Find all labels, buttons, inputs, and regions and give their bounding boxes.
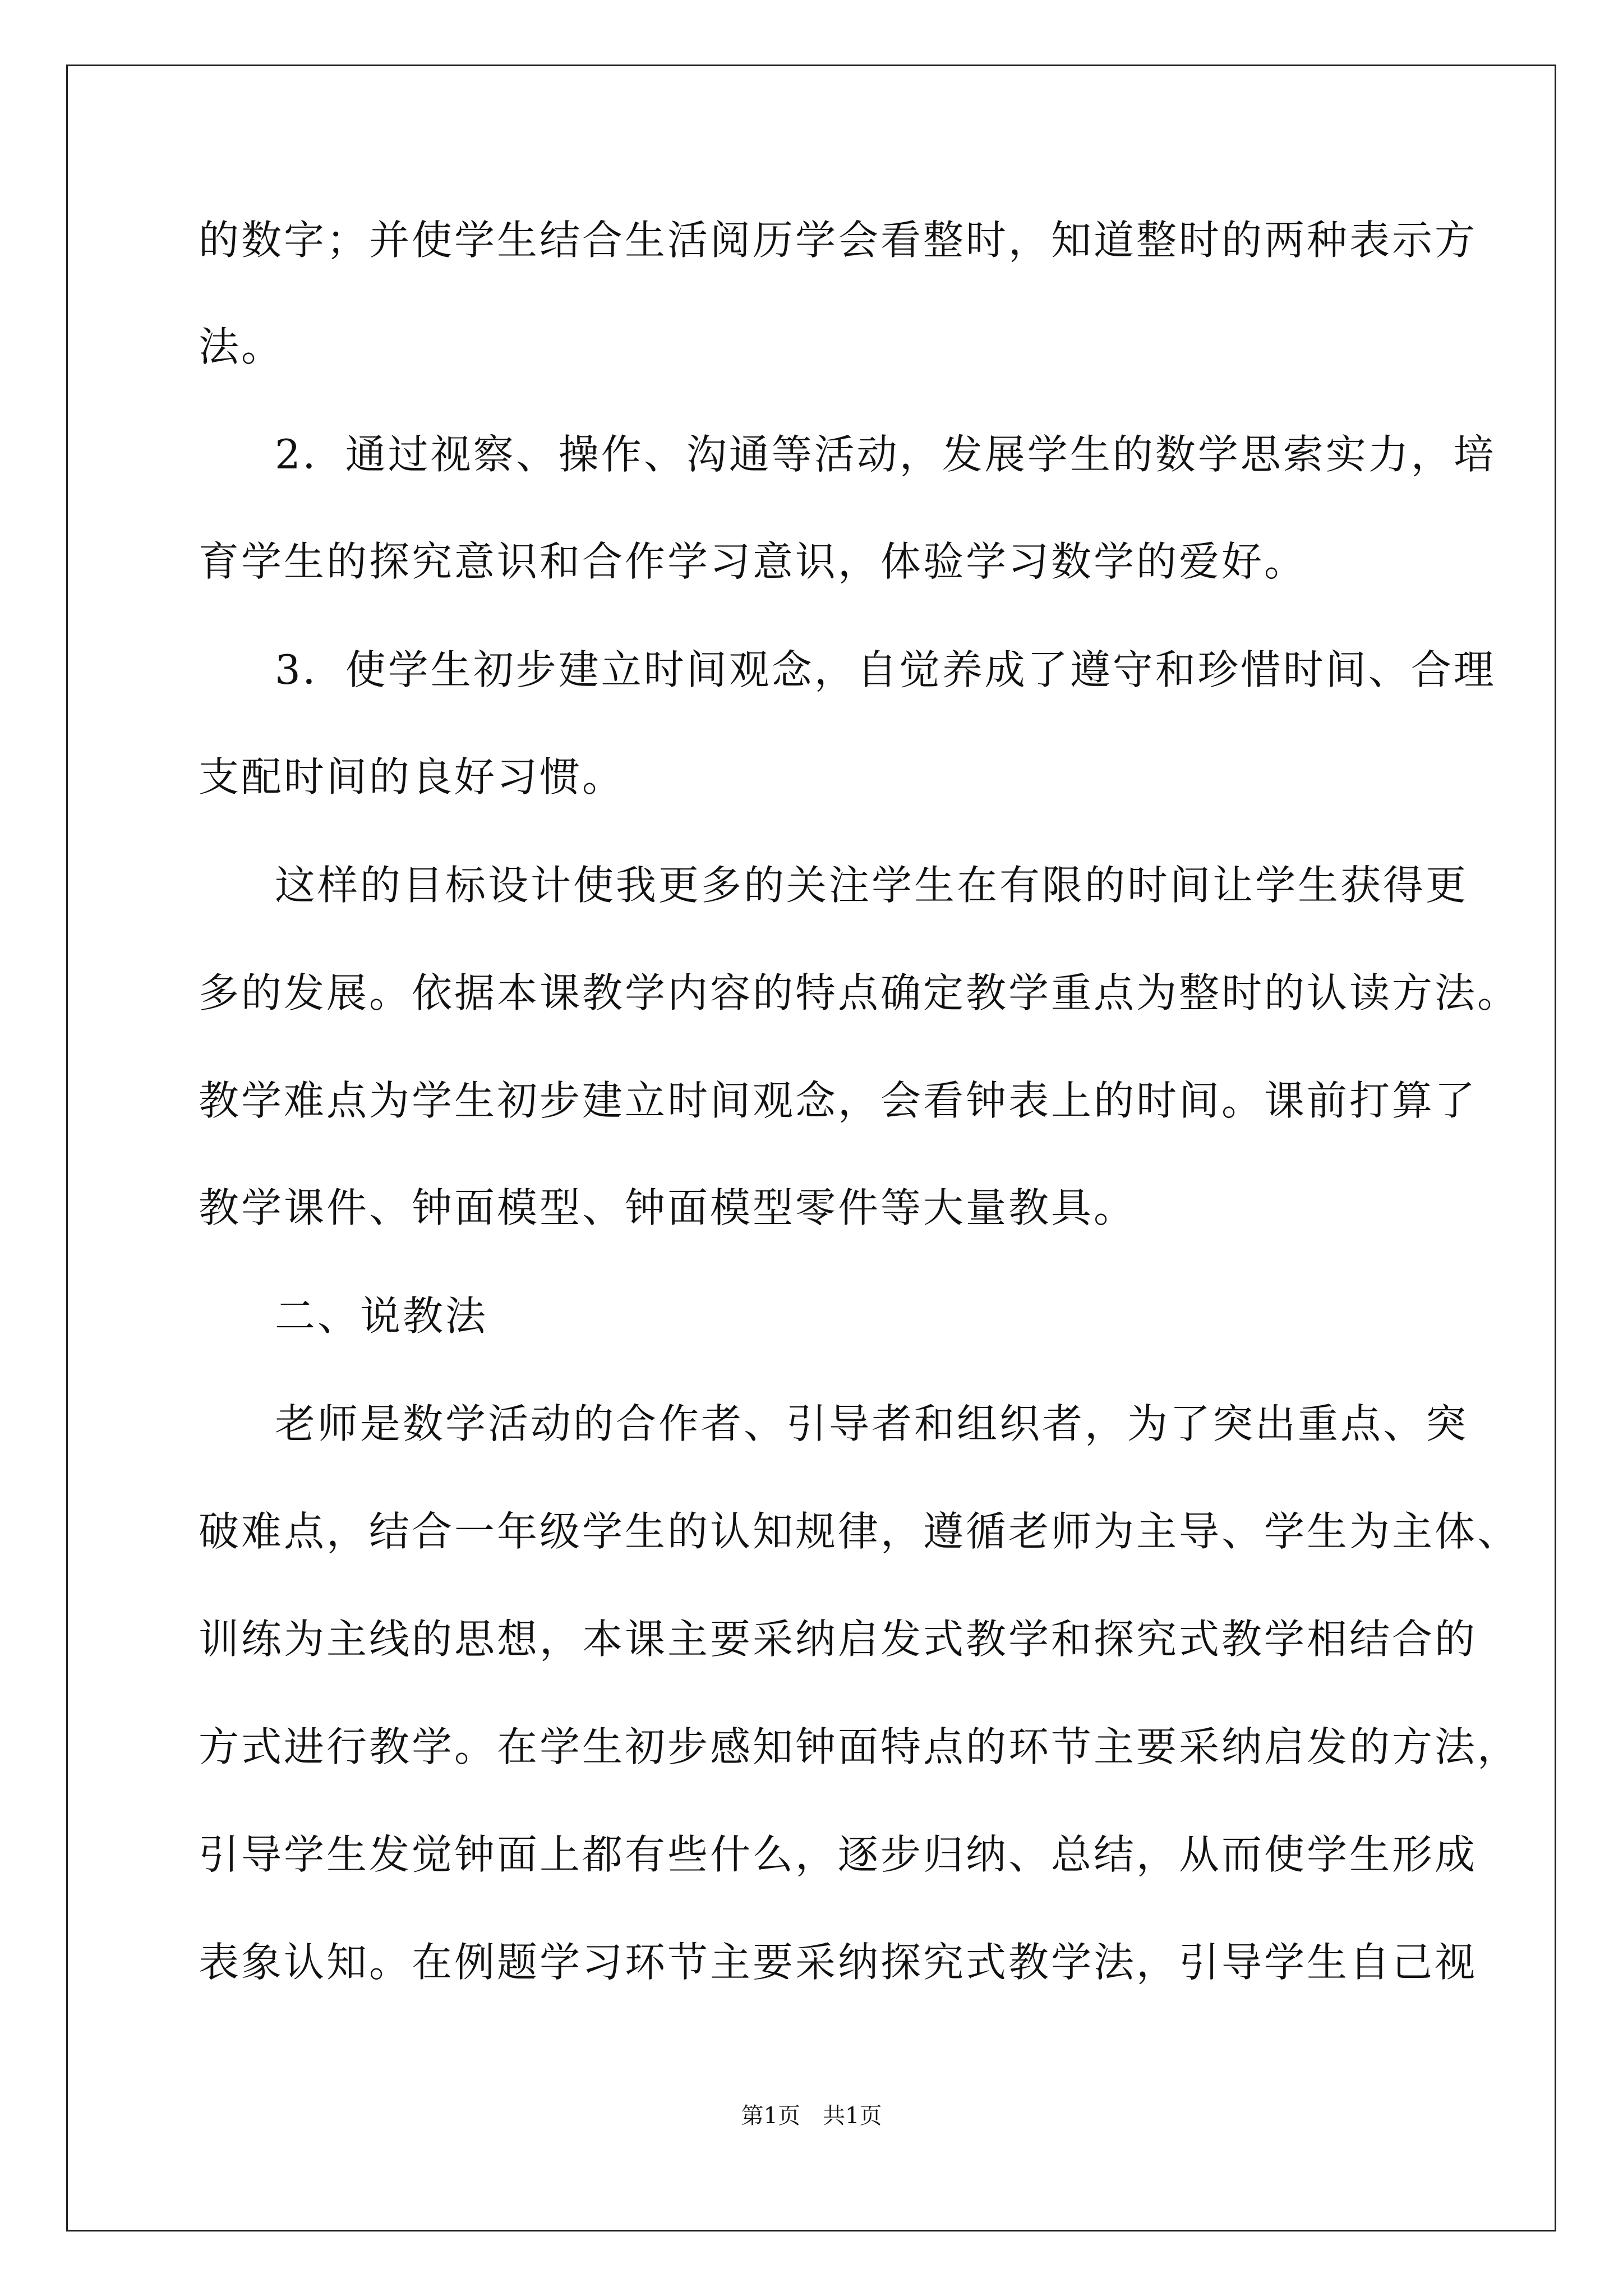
text-line: 教学难点为学生初步建立时间观念，会看钟表上的时间。课前打算了	[199, 1077, 1478, 1124]
text-line: 多的发展。依据本课教学内容的特点确定教学重点为整时的认读方法。	[199, 969, 1520, 1016]
text-line: 的数字；并使学生结合生活阅历学会看整时，知道整时的两种表示方	[199, 217, 1478, 264]
page-number-footer: 第1页 共1页	[741, 2103, 882, 2129]
section-heading: 二、说教法	[275, 1292, 488, 1340]
text-line: 破难点，结合一年级学生的认知规律，遵循老师为主导、学生为主体、	[199, 1508, 1520, 1555]
text-line: 老师是数学活动的合作者、引导者和组织者，为了突出重点、突	[275, 1400, 1469, 1447]
text-line: 方式进行教学。在学生初步感知钟面特点的环节主要采纳启发的方法，	[199, 1723, 1520, 1770]
text-line: 3．使学生初步建立时间观念，自觉养成了遵守和珍惜时间、合理	[275, 646, 1496, 693]
page-border	[66, 65, 1556, 2231]
text-line: 训练为主线的思想，本课主要采纳启发式教学和探究式教学相结合的	[199, 1616, 1478, 1663]
text-line: 2．通过视察、操作、沟通等活动，发展学生的数学思索实力，培	[275, 431, 1496, 478]
text-line: 教学课件、钟面模型、钟面模型零件等大量教具。	[199, 1184, 1137, 1231]
text-line: 育学生的探究意识和合作学习意识，体验学习数学的爱好。	[199, 538, 1307, 585]
text-line: 引导学生发觉钟面上都有些什么，逐步归纳、总结，从而使学生形成	[199, 1831, 1478, 1878]
text-line: 支配时间的良好习惯。	[199, 753, 625, 800]
text-line: 法。	[199, 323, 284, 370]
text-line: 表象认知。在例题学习环节主要采纳探究式教学法，引导学生自己视	[199, 1939, 1478, 1986]
text-line: 这样的目标设计使我更多的关注学生在有限的时间让学生获得更	[275, 862, 1469, 909]
